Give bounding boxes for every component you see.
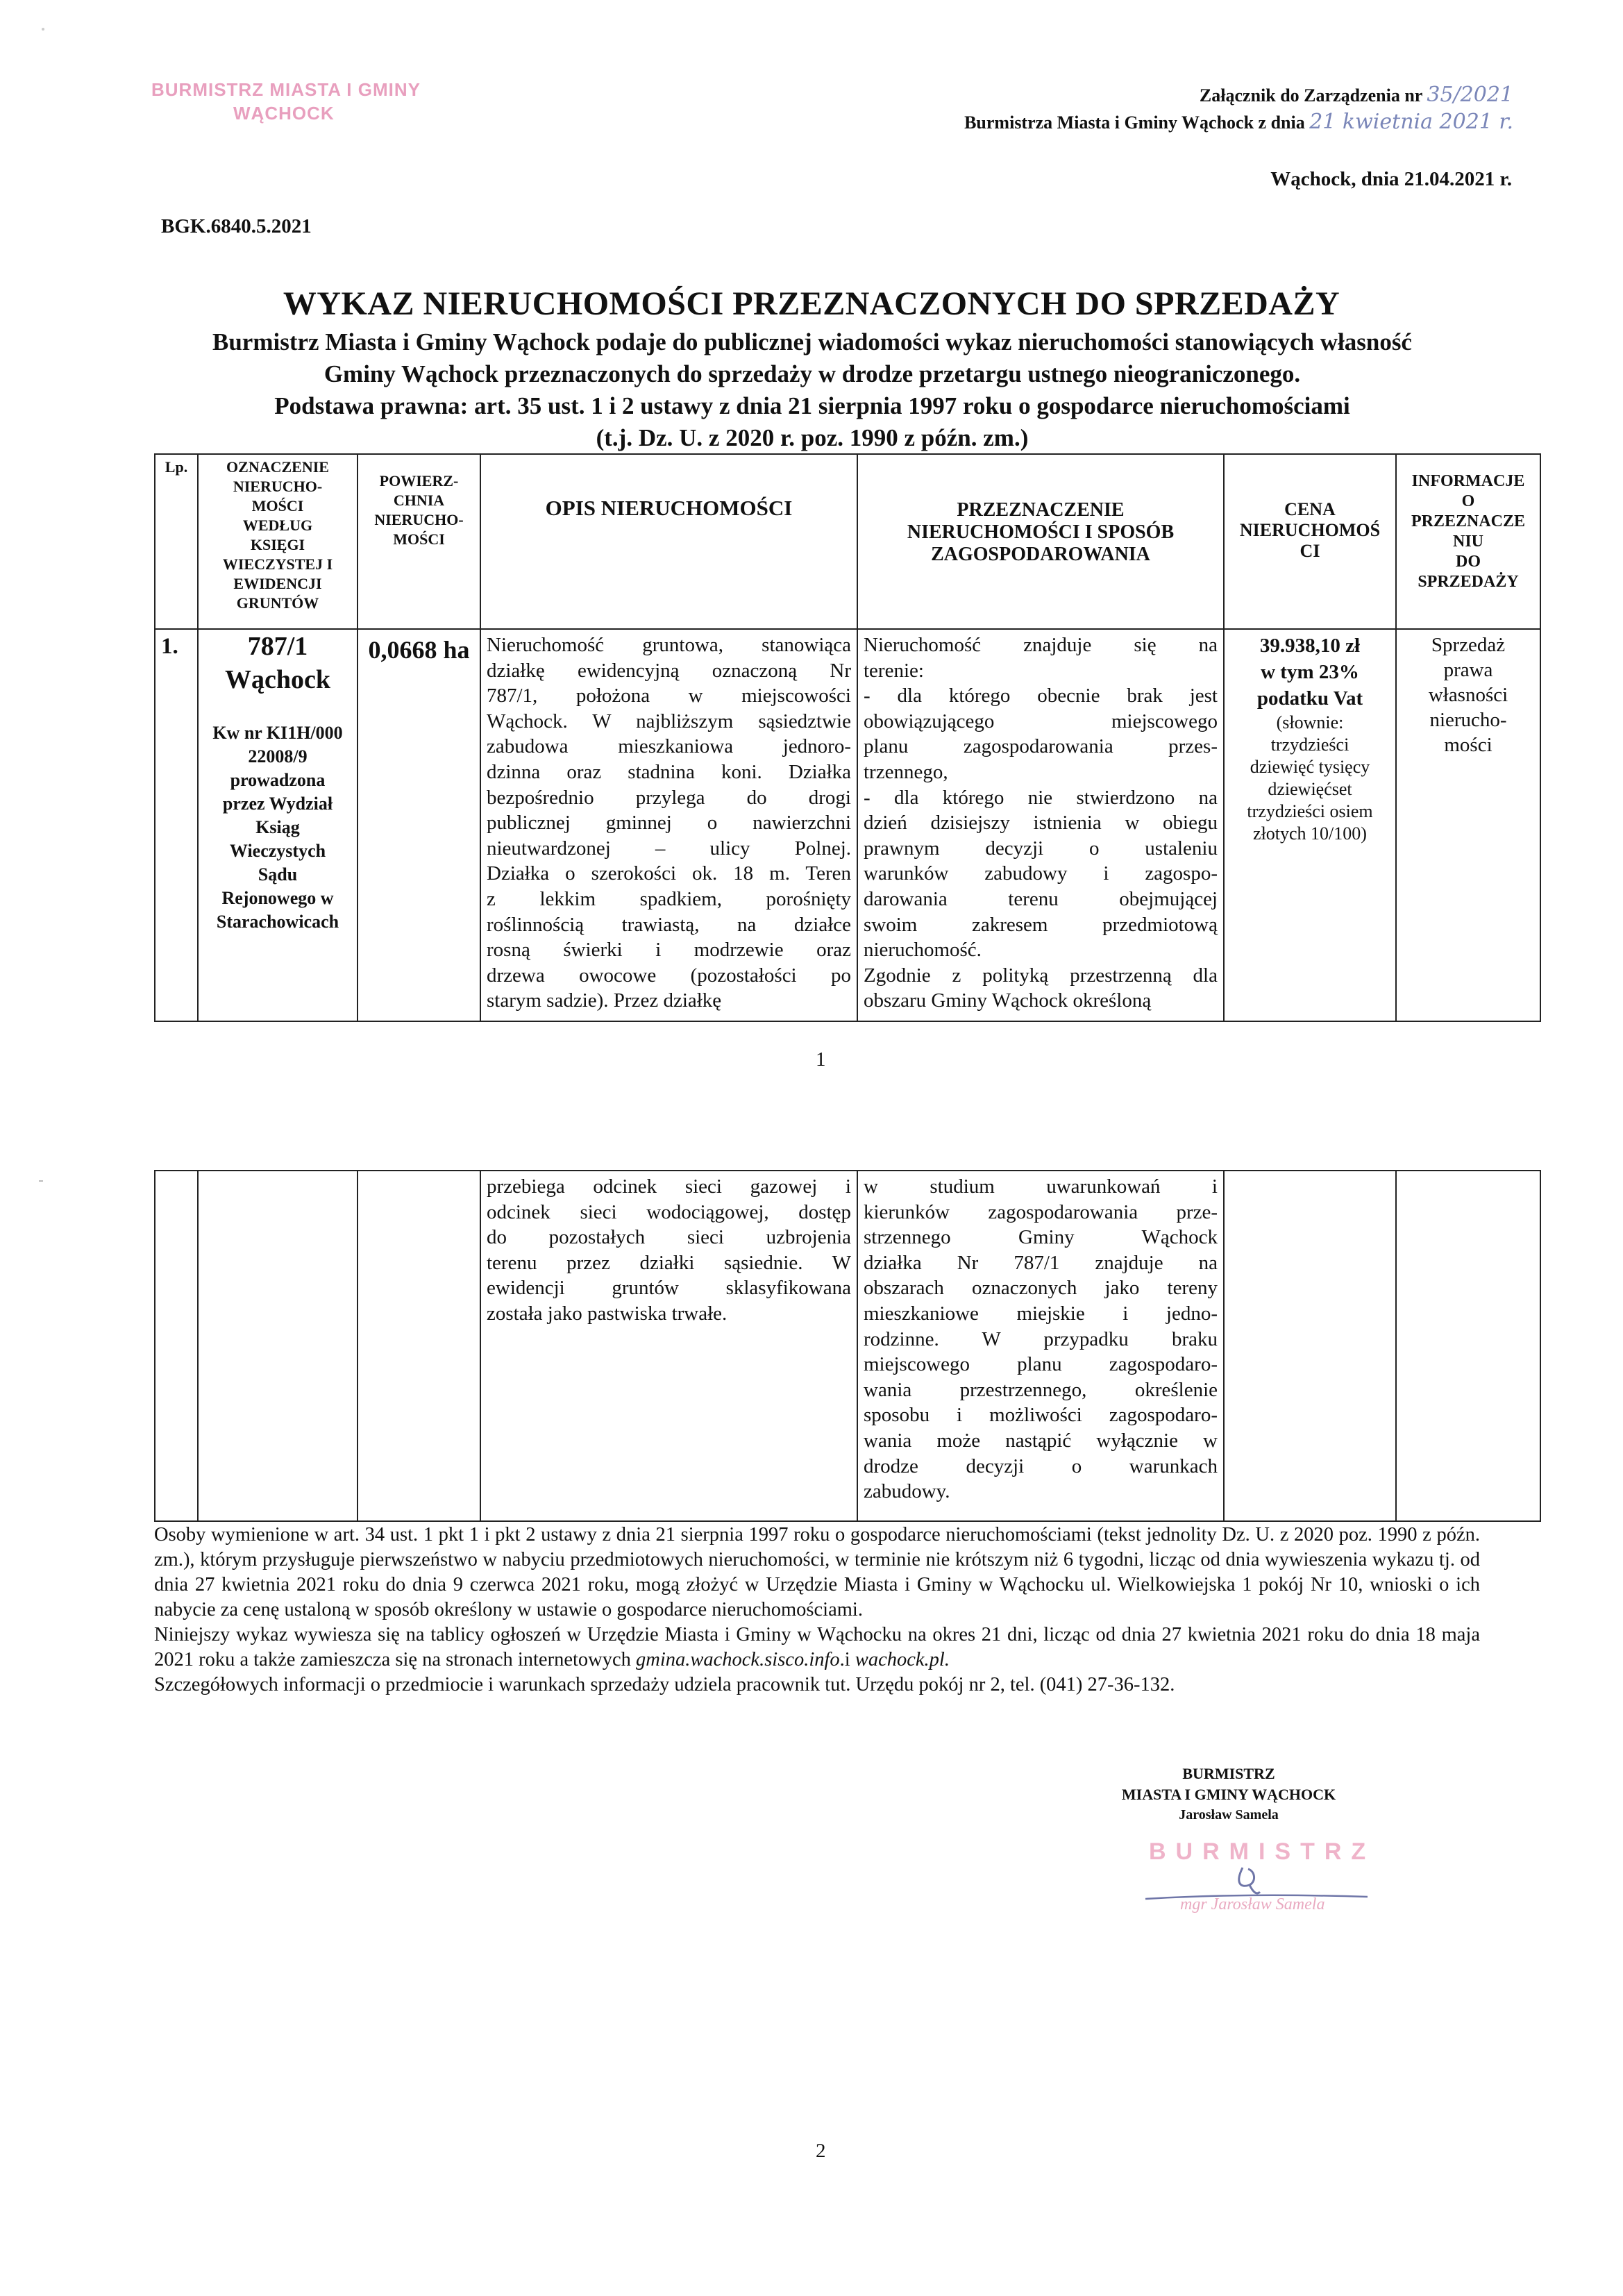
text-line: strzennego Gminy Wąchock	[864, 1226, 1218, 1249]
text-line: obszaru Gminy Wąchock określoną	[864, 989, 1152, 1012]
website-link[interactable]: gmina.wachock.sisco.info	[636, 1649, 840, 1670]
cell-sale-info: Sprzedaż prawa własności nierucho- mości	[1396, 629, 1540, 1021]
text-line: terenie:	[864, 659, 924, 682]
annex-handwritten-number: 35/2021	[1427, 83, 1513, 107]
cell-designation	[198, 629, 358, 1021]
intro-line: Burmistrz Miasta i Gminy Wąchock podaje do publicznej wiadomości wykaz nieruchomości stanowiących własność	[212, 328, 1412, 355]
text-line: sposobu i możliwości zagospodaro-	[864, 1404, 1218, 1427]
cell-price	[1224, 1171, 1396, 1521]
annex-label: Burmistrza Miasta i Gminy Wąchock z dnia	[964, 112, 1305, 133]
signer-title: BURMISTRZ	[1182, 1765, 1275, 1782]
text-line: wania może nastąpić wyłącznie w	[864, 1429, 1218, 1452]
table-row	[155, 629, 1540, 1021]
signature-block	[1069, 1763, 1388, 1825]
text-line: warunków zabudowy i zagospo-	[864, 862, 1218, 885]
text-line: trzennego,	[864, 760, 948, 783]
text-line: 787/1, położona w miejscowości	[487, 685, 851, 707]
annex-handwritten-date: 21 kwietnia 2021 r.	[1309, 110, 1513, 134]
cell-purpose	[857, 629, 1224, 1021]
intro-line: Podstawa prawna: art. 35 ust. 1 i 2 ustawy z dnia 21 sierpnia 1997 roku o gospodarce nieruchomościami	[274, 392, 1350, 419]
signature-stamp: BURMISTRZ	[1149, 1838, 1376, 1865]
table-header-row	[155, 454, 1540, 629]
signer-office: MIASTA I GMINY WĄCHOCK	[1121, 1786, 1336, 1803]
document-title: WYKAZ NIERUCHOMOŚCI PRZEZNACZONYCH DO SPRZEDAŻY	[283, 285, 1340, 322]
note-display: Niniejszy wykaz wywiesza się na tablicy ogłoszeń w Urzędzie Miasta i Gminy w Wąchocku na okres 21 dni, licząc od dnia 27 kwietnia 2021 roku do dnia 18 maja 2021 roku a także zamieszcza się na stronach internetowych gmina.wachock.sisco.info.i wachock.pl.	[154, 1624, 1480, 1670]
header-designation: OZNACZENIE NIERUCHO- MOŚCI WEDŁUG KSIĘGI WIECZYSTEJ I EWIDENCJI GRUNTÓW	[198, 454, 358, 629]
text-line: publicznej gminnej o nawierzchni	[487, 812, 851, 835]
header-purpose: PRZEZNACZENIE NIERUCHOMOŚCI I SPOSÓB ZAGOSPODAROWANIA	[857, 454, 1224, 629]
header-description: OPIS NIERUCHOMOŚCI	[480, 454, 857, 629]
plot-number: 787/1	[247, 632, 308, 661]
city-date: Wąchock, dnia 21.04.2021 r.	[1270, 168, 1512, 190]
text-line: Wąchock. W najbliższym sąsiedztwie	[487, 710, 851, 732]
price-words: (słownie: trzydzieści dziewięć tysięcy dziewięćset trzydzieści osiem złotych 10/100)	[1247, 712, 1373, 844]
header-area: POWIERZ- CHNIA NIERUCHO- MOŚCI	[358, 454, 480, 629]
land-register-info: Kw nr KI1H/000 22008/9 prowadzona przez Wydział Ksiąg Wieczystych Sądu Rejonowego w Starachowicach	[212, 723, 343, 932]
text-line: wania przestrzennego, określenie	[864, 1378, 1218, 1401]
text-line: nieruchomość.	[864, 939, 982, 962]
plot-place: Wąchock	[225, 665, 330, 694]
signer-name: Jarosław Samela	[1179, 1807, 1279, 1822]
text-line: terenu przez działki sąsiednie. W	[487, 1251, 851, 1274]
text-line: Działka o szerokości ok. 18 m. Teren	[487, 862, 851, 885]
text-line: zabudowa mieszkaniowa jednoro-	[487, 735, 851, 758]
note-priority: Osoby wymienione w art. 34 ust. 1 pkt 1 i pkt 2 ustawy z dnia 21 sierpnia 1997 roku o gospodarce nieruchomościami (tekst jednolity Dz. U. z 2020 poz. 1990 z późn. zm.), którym przysługuje pierwszeństwo w nabyciu przedmiotowych nieruchomości, w terminie nie krótszym niż 6 tygodni, licząc od dnia wywieszenia wykazu tj. od dnia 27 kwietnia 2021 roku do dnia 9 czerwca 2021 roku, mogą złożyć w Urzędzie Miasta i Gminy w Wąchocku ul. Wielkowiejska 1 pokój Nr 10, wnioski o ich nabycie za cenę ustaloną w sposób określony w ustawie o gospodarce nieruchomościami.	[154, 1524, 1480, 1620]
text-line: Nieruchomość znajduje się na	[864, 634, 1218, 656]
intro-line: Gminy Wąchock przeznaczonych do sprzedaży w drodze przetargu ustnego nieograniczonego.	[323, 360, 1301, 387]
property-table-continuation	[154, 1170, 1541, 1522]
text-line: działka Nr 787/1 znajduje na	[864, 1251, 1218, 1274]
cell-description	[480, 1171, 857, 1521]
stamp-line: BURMISTRZ MIASTA I GMINY	[151, 79, 421, 100]
text-line: mieszkaniowe miejskie i jedno-	[864, 1302, 1218, 1325]
website-link[interactable]: wachock.pl.	[855, 1649, 950, 1670]
text-line: z lekkim spadkiem, porośnięty	[487, 887, 851, 910]
text-line: - dla którego obecnie brak jest	[864, 685, 1218, 707]
header-info: INFORMACJE O PRZEZNACZE NIU DO SPRZEDAŻY	[1396, 454, 1540, 629]
text-line: obowiązującego miejscowego	[864, 710, 1218, 732]
text-line: swoim zakresem przedmiotową	[864, 913, 1218, 936]
intro-text	[132, 326, 1492, 454]
cell-designation	[198, 1171, 358, 1521]
cell-lp: 1.	[155, 629, 198, 1021]
text-line: odcinek sieci wodociągowej, dostęp	[487, 1200, 851, 1223]
annex-label: Załącznik do Zarządzenia nr	[1199, 85, 1422, 106]
text-line: prawnym decyzji o ustaleniu	[864, 837, 1218, 860]
note-contact: Szczegółowych informacji o przedmiocie i warunkach sprzedaży udziela pracownik tut. Urzędu pokój nr 2, tel. (041) 27-36-132.	[154, 1674, 1175, 1695]
cell-area: 0,0668 ha	[358, 629, 480, 1021]
page-number: 2	[816, 2140, 826, 2162]
cell-price	[1224, 629, 1396, 1021]
text-line: dzinna oraz stadnina koni. Działka	[487, 760, 851, 783]
text-line: nieutwardzonej – ulicy Polnej.	[487, 837, 851, 860]
stamp-line: WĄCHOCK	[233, 103, 335, 124]
text-line: rosną świerki i modrzewie oraz	[487, 939, 851, 962]
price-amount: 39.938,10 zł	[1259, 635, 1361, 657]
property-table	[154, 453, 1541, 1022]
cell-description	[480, 629, 857, 1021]
header-price: CENA NIERUCHOMOŚ CI	[1224, 454, 1396, 629]
text-line: roślinnością trawiastą, na działce	[487, 913, 851, 936]
page-number: 1	[816, 1048, 826, 1071]
text-line: Nieruchomość gruntowa, stanowiąca	[487, 634, 851, 656]
text-line: Zgodnie z polityką przestrzenną dla	[864, 964, 1218, 987]
text-line: starym sadzie). Przez działkę	[487, 989, 722, 1012]
reference-number: BGK.6840.5.2021	[161, 215, 312, 237]
office-stamp-header	[151, 78, 421, 125]
text-line: planu zagospodarowania przes-	[864, 735, 1218, 758]
table-row	[155, 1171, 1540, 1521]
text-line: drzewa owocowe (pozostałości po	[487, 964, 851, 987]
text-line: kierunków zagospodarowania prze-	[864, 1200, 1218, 1223]
cell-sale-info	[1396, 1171, 1540, 1521]
text-line: zabudowy.	[864, 1480, 950, 1503]
text-line: rodzinne. W przypadku braku	[864, 1327, 1218, 1350]
text-line: drodze decyzji o warunkach	[864, 1455, 1218, 1477]
header-lp: Lp.	[155, 454, 198, 629]
price-vat: podatku Vat	[1256, 687, 1363, 710]
text-line: darowania terenu obejmującej	[864, 887, 1218, 910]
scan-speck	[39, 1180, 43, 1182]
notes-block	[154, 1523, 1480, 1698]
text-line: do pozostałych sieci uzbrojenia	[487, 1226, 851, 1249]
text-line: ewidencji gruntów sklasyfikowana	[487, 1277, 851, 1300]
cell-lp	[155, 1171, 198, 1521]
text-line: - dla którego nie stwierdzono na	[864, 786, 1218, 809]
cell-area	[358, 1171, 480, 1521]
text-line: została jako pastwiska trwałe.	[487, 1302, 728, 1325]
text-line: dzień dzisiejszy istnienia w obiegu	[864, 812, 1218, 835]
text-line: działkę ewidencyjną oznaczoną Nr	[487, 659, 851, 682]
text-line: w studium uwarunkowań i	[864, 1175, 1218, 1198]
intro-line: (t.j. Dz. U. z 2020 r. poz. 1990 z późn. zm.)	[596, 424, 1029, 451]
text-line: przebiega odcinek sieci gazowej i	[487, 1175, 851, 1198]
cell-purpose	[857, 1171, 1224, 1521]
price-vat: w tym 23%	[1261, 661, 1359, 683]
signer-stamp-name: mgr Jarosław Samela	[1180, 1895, 1325, 1913]
text-line: miejscowego planu zagospodaro-	[864, 1353, 1218, 1376]
annex-note	[964, 82, 1513, 136]
text-line: obszarach oznaczonych jako tereny	[864, 1277, 1218, 1300]
scan-speck	[42, 28, 44, 31]
text-line: bezpośrednio przylega do drogi	[487, 786, 851, 809]
